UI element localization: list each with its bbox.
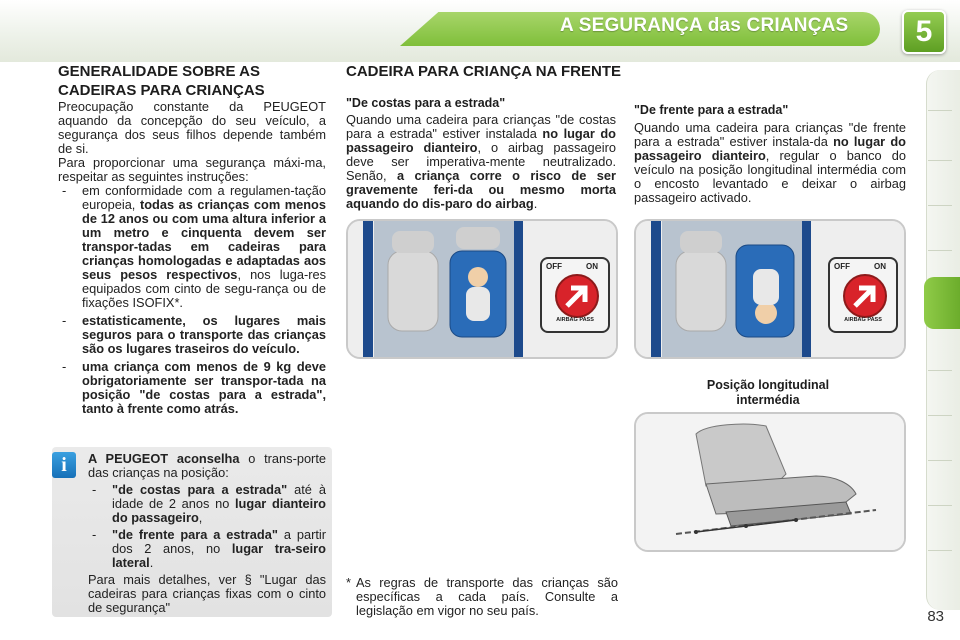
airbag-panel-label: AIRBAG PASS — [844, 317, 882, 323]
text-run: , o airbag passageiro deve ser imperativa-mente neutralizado. Senão, — [346, 140, 616, 183]
intro-text — [58, 100, 326, 416]
list-item — [58, 184, 326, 310]
tab-divider — [928, 205, 952, 206]
chapter-number: 5 — [902, 10, 946, 54]
list-item — [58, 360, 326, 416]
tab-divider — [928, 110, 952, 111]
caption-line1: Posição longitudinal — [706, 378, 830, 392]
tab-divider — [928, 415, 952, 416]
intro-paragraph: Preocupação constante da PEUGEOT aquando da concepção do seu veículo, a segurança dos seus filhos depende também de si. — [58, 99, 326, 156]
airbag-off-arrow-icon — [555, 274, 599, 318]
airbag-off-label: OFF — [834, 262, 850, 271]
bullet-dash: - — [92, 527, 97, 542]
bullet-dash: - — [62, 313, 67, 328]
advice-item-bold: lugar tra-seiro lateral — [112, 541, 326, 570]
bullet-text: em conformidade com a regulamen-tação europeia, — [82, 183, 326, 212]
front-seat-title: CADEIRA PARA CRIANÇA NA FRENTE — [346, 63, 621, 80]
text-run-bold: no lugar do passageiro dianteiro — [634, 134, 906, 163]
info-icon: i — [52, 452, 76, 478]
tab-divider — [928, 250, 952, 251]
advice-item-text: a partir dos 2 anos, no — [112, 527, 326, 556]
forward-facing-illustration — [634, 219, 906, 359]
seat-adjustment-illustration — [634, 412, 906, 552]
warning-text-bold: a criança corre o risco de ser gravemente feri-da ou mesmo morta aquando do dis-paro do airbag — [346, 168, 616, 211]
page-title: A SEGURANÇA das CRIANÇAS — [560, 15, 849, 36]
chapter-tab-active[interactable] — [924, 277, 960, 329]
airbag-on-label: ON — [874, 262, 886, 271]
tab-divider — [928, 460, 952, 461]
punctuation: . — [149, 555, 154, 570]
bullet-text-bold: uma criança com menos de 9 kg deve obrigatoriamente ser transpor-tada na posição "de costas para a estrada", tanto à frente como atrás. — [82, 359, 326, 416]
advice-more-details: Para mais detalhes, ver § "Lugar das cadeiras para crianças fixas com o cinto de segurança" — [88, 572, 326, 615]
list-item — [58, 314, 326, 356]
bullet-text-bold: todas as crianças com menos de 12 anos ou com uma altura inferior a um metro e cinquenta devem ser transpor-tadas em cadeiras para crianças homologadas e adaptadas aos seus pesos respectivos — [82, 197, 326, 282]
section-title — [58, 62, 338, 100]
advice-intro-tail: o trans-porte das crianças na posição: — [88, 451, 326, 480]
text-run-bold: no lugar do passageiro dianteiro — [346, 126, 616, 155]
advice-intro — [88, 452, 326, 480]
advice-item-bold: "de costas para a estrada" — [112, 482, 288, 497]
text-run: Quando uma cadeira para crianças "de frente para a estrada" estiver instala-da — [634, 120, 906, 149]
instructions-lead: Para proporcionar uma segurança máxi-ma, respeitar as seguintes instruções: — [58, 155, 326, 184]
text-run: , regular o banco do veículo na posição longitudinal intermédia com o encosto levantado e deixar o airbag passageiro activado. — [634, 148, 906, 205]
advice-text — [88, 452, 326, 615]
list-item — [88, 483, 326, 525]
bullet-text-bold: estatisticamente, os lugares mais seguros para o transporte das crianças são os lugares traseiros do veículo. — [82, 313, 326, 356]
seat-position-caption — [634, 378, 902, 408]
seat-side-view — [636, 414, 904, 550]
list-item — [88, 528, 326, 570]
airbag-switch-panel — [540, 257, 610, 333]
forward-facing-heading: "De frente para a estrada" — [634, 103, 789, 117]
advice-item-bold: lugar dianteiro do passageiro — [112, 496, 326, 525]
advice-item-bold: "de frente para a estrada" — [112, 527, 278, 542]
footnote-text: As regras de transporte das crianças são específicas a cada país. Consulte a legislação em vigor no seu país. — [356, 575, 618, 618]
page-number: 83 — [927, 608, 944, 625]
airbag-on-arrow-icon — [843, 274, 887, 318]
forward-facing-text — [634, 121, 906, 205]
bullet-dash: - — [62, 359, 67, 374]
advice-item-text: até à idade de 2 anos no — [112, 482, 326, 511]
section-title-line2: CADEIRAS PARA CRIANÇAS — [58, 82, 265, 99]
chapter-tabs — [926, 70, 960, 610]
caption-line2: intermédia — [736, 393, 800, 407]
bullet-dash: - — [92, 482, 97, 497]
airbag-panel-label: AIRBAG PASS — [556, 317, 594, 323]
punctuation: , — [198, 510, 203, 525]
tab-divider — [928, 160, 952, 161]
tab-divider — [928, 505, 952, 506]
airbag-on-label: ON — [586, 262, 598, 271]
tab-divider — [928, 550, 952, 551]
tab-divider — [928, 370, 952, 371]
rear-facing-text — [346, 113, 616, 211]
rear-facing-illustration — [346, 219, 618, 359]
text-run: Quando uma cadeira para crianças "de costas para a estrada" estiver instalada — [346, 112, 616, 141]
bullet-text: , nos luga-res equipados com cinto de segu-rança ou de fixações ISOFIX*. — [82, 267, 326, 310]
rear-facing-heading: "De costas para a estrada" — [346, 96, 506, 110]
punctuation: . — [533, 196, 538, 211]
footnote-marker: * — [346, 575, 351, 590]
airbag-switch-panel — [828, 257, 898, 333]
advice-intro-bold: A PEUGEOT aconselha — [88, 451, 240, 466]
bullet-dash: - — [62, 183, 67, 198]
airbag-off-label: OFF — [546, 262, 562, 271]
section-title-line1: GENERALIDADE SOBRE AS — [58, 63, 260, 80]
